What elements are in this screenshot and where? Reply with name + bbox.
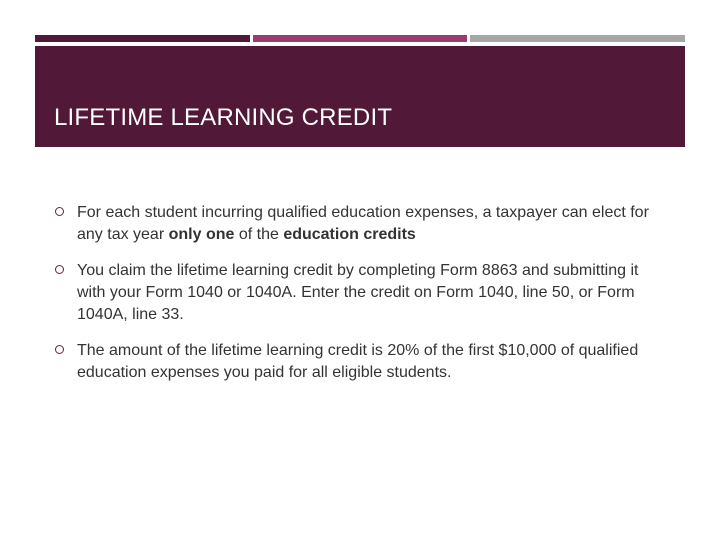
bold-text: education credits bbox=[283, 226, 416, 243]
bullet-item bbox=[55, 340, 665, 384]
bullet-text: For each student incurring qualified education expenses, a taxpayer can elect for any tax year only one of the education credits bbox=[77, 204, 649, 243]
hollow-circle-bullet-icon bbox=[55, 345, 64, 354]
bold-text: only one bbox=[168, 226, 235, 243]
bullet-text: The amount of the lifetime learning credit is 20% of the first $10,000 of qualified education expenses you paid for all eligible students. bbox=[77, 342, 639, 381]
bullet-list bbox=[55, 202, 665, 398]
bullet-item bbox=[55, 260, 665, 326]
accent-bar-gray bbox=[470, 35, 685, 42]
accent-bar-dark bbox=[35, 35, 250, 42]
bullet-item bbox=[55, 202, 665, 246]
hollow-circle-bullet-icon bbox=[55, 207, 64, 216]
bullet-text: You claim the lifetime learning credit by completing Form 8863 and submitting it with your Form 1040 or 1040A. Enter the credit on Form 1040, line 50, or Form 1040A, line 33. bbox=[77, 262, 639, 323]
accent-bar-magenta bbox=[253, 35, 467, 42]
title-band bbox=[35, 46, 685, 147]
slide-title: LIFETIME LEARNING CREDIT bbox=[54, 104, 393, 131]
hollow-circle-bullet-icon bbox=[55, 265, 64, 274]
